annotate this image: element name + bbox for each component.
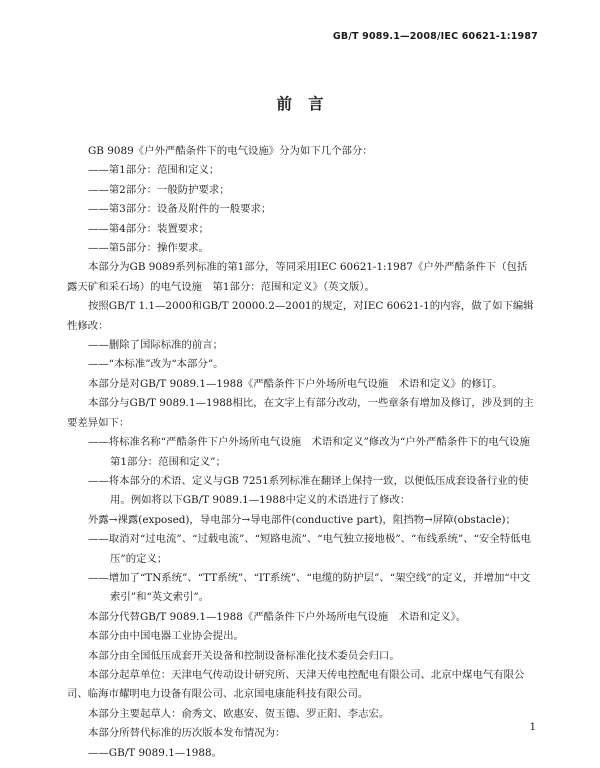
paragraph: 本部分是对GB/T 9089.1—1988《严酷条件下户外场所电气设施 术语和定义》的修订。 [88, 377, 503, 390]
paragraph: 本部分所替代标准的历次版本发布情况为： [88, 727, 286, 740]
list-item: ——第4部分：装置要求； [88, 222, 209, 235]
list-item: ——将本部分的术语、定义与GB 7251系列标准在翻译上保持一致，以便低压成套设备行业的使用。例如将以下GB/T 9089.1—1988中定义的术语进行了修改： [88, 474, 529, 507]
paragraph: 本部分由全国低压成套开关设备和控制设备标准化技术委员会归口。 [88, 649, 400, 662]
list-item: ——取消对“过电流”、“过载电流”、“短路电流”、“电气独立接地极”、“布线系统”、“安全特低电压”的定义； [88, 533, 531, 565]
foreword-body [67, 142, 541, 763]
list-item: ——第5部分：操作要求。 [88, 242, 209, 255]
list-item: ——GB/T 9089.1—1988。 [88, 746, 223, 759]
paragraph: 本部分代替GB/T 9089.1—1988《严酷条件下户外场所电气设施 术语和定义》。 [88, 610, 467, 623]
page-title: 前言 [276, 94, 340, 113]
list-item: ——删除了国际标准的前言； [88, 339, 224, 352]
paragraph: 本部分由中国电器工业协会提出。 [88, 630, 244, 643]
list-item: ——第3部分：设备及附件的一般要求； [88, 203, 272, 216]
paragraph: 按照GB/T 1.1—2000和GB/T 20000.2—2001的规定，对IEC 60621-1的内容，做了如下编辑性修改： [67, 300, 534, 332]
page-number: 1 [529, 722, 536, 733]
list-item: ——增加了“TN系统”、“TT系统”、“IT系统”、“电缆的防护层”、“架空线”的定义，并增加“中文索引”和“英文索引”。 [88, 571, 531, 604]
list-item: 外露→裸露(exposed)，导电部分→导电部件(conductive part)，阻挡物→屏障(obstacle)； [88, 513, 516, 526]
paragraph: GB 9089《户外严酷条件下的电气设施》分为如下几个部分： [88, 145, 373, 157]
list-item: ——将标准名称“严酷条件下户外场所电气设施 术语和定义”修改为“户外严酷条件下的电气设施 第1部分：范围和定义”； [88, 436, 541, 468]
paragraph: 本部分为GB 9089系列标准的第1部分，等同采用IEC 60621-1:1987《户外严酷条件下（包括露天矿和采石场）的电气设施 第1部分：范围和定义》（英文版）。 [67, 261, 528, 293]
paragraph: 本部分与GB/T 9089.1—1988相比，在文字上有部分改动，一些章条有增加及修订，涉及到的主要差异如下： [67, 397, 534, 429]
paragraph: 本部分起草单位：天津电气传动设计研究所、天津天传电控配电有限公司、北京中煤电气有限公司、临海市耀明电力设备有限公司、北京国电康能科技有限公司。 [67, 668, 525, 701]
list-item: ——第1部分：范围和定义； [88, 164, 220, 177]
standard-number-header: GB/T 9089.1—2008/IEC 60621-1:1987 [332, 31, 538, 42]
list-item: ——“本标准”改为“本部分”。 [88, 358, 224, 371]
list-item: ——第2部分：一般防护要求； [88, 183, 230, 196]
paragraph: 本部分主要起草人：俞秀文、欧惠安、贺玉德、罗正阳、李志宏。 [88, 707, 390, 720]
